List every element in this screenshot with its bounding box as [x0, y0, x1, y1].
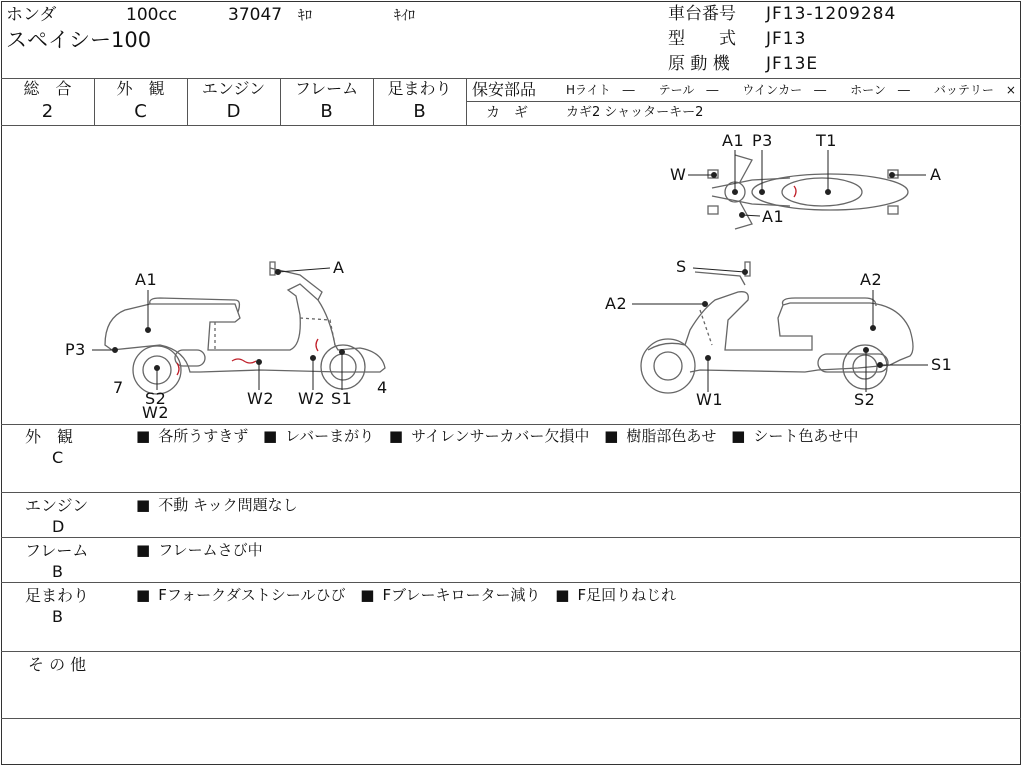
notes-divider [1, 582, 1021, 583]
note-item: ■ Fブレーキローター減り [360, 586, 540, 604]
note-item: ■ Fフォークダストシールひび [136, 586, 345, 604]
note-item: ■ レバーまがり [263, 427, 374, 445]
diagram-label: S1 [331, 389, 353, 408]
diagram-label: P3 [752, 131, 773, 150]
diagram-label: A [930, 165, 942, 184]
note-engine-grade: D [52, 517, 65, 536]
mileage-unit: ｷﾛ [298, 8, 312, 24]
note-exterior-items [136, 429, 858, 444]
note-engine-label: エンジン [25, 496, 89, 515]
grade-frame-label: フレーム [294, 79, 359, 98]
diagram-label: A1 [135, 270, 158, 289]
notes-divider [1, 718, 1021, 719]
key-value: カギ2 シャッターキー2 [566, 105, 704, 120]
displacement: 100cc [126, 5, 178, 25]
diagram-label: S2 [854, 390, 876, 409]
grade-engine-label: エンジン [201, 79, 266, 98]
diagram-label: A [333, 258, 345, 277]
note-suspension-grade: B [52, 607, 63, 626]
grade-exterior-label: 外 観 [116, 79, 165, 98]
key-label: カ ギ [486, 105, 528, 121]
diagram-label: W2 [142, 403, 169, 422]
diagram-label: W2 [247, 389, 274, 408]
grade-suspension-value: B [413, 101, 426, 122]
type-label: 型 式 [668, 29, 736, 49]
grade-total-value: 2 [41, 101, 54, 122]
diagram-label: 7 [113, 378, 124, 397]
note-exterior-label: 外 観 [25, 427, 74, 446]
note-item: ■ サイレンサーカバー欠損中 [389, 427, 589, 445]
note-item: ■ フレームさび中 [136, 541, 263, 559]
mileage-note: ｷｲﾛ [394, 8, 415, 24]
diagram-label: S1 [931, 355, 953, 374]
note-item: ■ 不動 キック問題なし [136, 496, 298, 514]
diagram-label: A2 [860, 270, 883, 289]
grade-suspension-label: 足まわり [387, 79, 452, 98]
diagram-label: P3 [65, 340, 86, 359]
note-item: ■ 樹脂部色あせ [604, 427, 716, 445]
frame-no: JF13-1209284 [766, 4, 897, 24]
mileage: 37047 [228, 5, 283, 25]
note-suspension-label: 足まわり [25, 586, 90, 605]
diagram-label: W1 [696, 390, 723, 409]
maker: ホンダ [6, 5, 57, 25]
diagram-label: S [676, 257, 687, 276]
diagram-label: 4 [377, 378, 388, 397]
diagram-label: W [670, 165, 687, 184]
note-frame-label: フレーム [25, 541, 89, 560]
engine-label: 原 動 機 [668, 54, 730, 74]
type-value: JF13 [766, 29, 807, 49]
notes-divider [1, 537, 1021, 538]
grade-frame-value: B [320, 101, 333, 122]
frame-no-label: 車台番号 [668, 4, 736, 24]
safety-items: Hライト ― テール ― ウインカー ― ホーン ― バッテリー × [566, 83, 1016, 97]
diagram-label: S2 [145, 389, 167, 408]
notes-divider [1, 651, 1021, 652]
note-item: ■ F足回りねじれ [555, 586, 676, 604]
diagram-label: A1 [722, 131, 745, 150]
grade-total-label: 総 合 [23, 79, 72, 98]
grade-exterior-value: C [134, 101, 147, 122]
diagram-label: A1 [762, 207, 785, 226]
note-frame-items [136, 543, 263, 558]
diagram-label: W2 [298, 389, 325, 408]
model-name: スペイシー100 [6, 28, 152, 52]
note-item: ■ 各所うすきず [136, 427, 248, 445]
safety-label: 保安部品 [472, 80, 537, 99]
note-engine-items [136, 498, 298, 513]
grade-engine-value: D [226, 101, 241, 122]
note-suspension-items [136, 588, 676, 603]
engine-value: JF13E [766, 54, 819, 74]
notes-divider [1, 492, 1021, 493]
note-frame-grade: B [52, 562, 63, 581]
diagram-label: A2 [605, 294, 628, 313]
note-other-label: そ の 他 [28, 655, 87, 674]
diagram-label: T1 [816, 131, 837, 150]
note-exterior-grade: C [52, 448, 64, 467]
note-item: ■ シート色あせ中 [731, 427, 858, 445]
